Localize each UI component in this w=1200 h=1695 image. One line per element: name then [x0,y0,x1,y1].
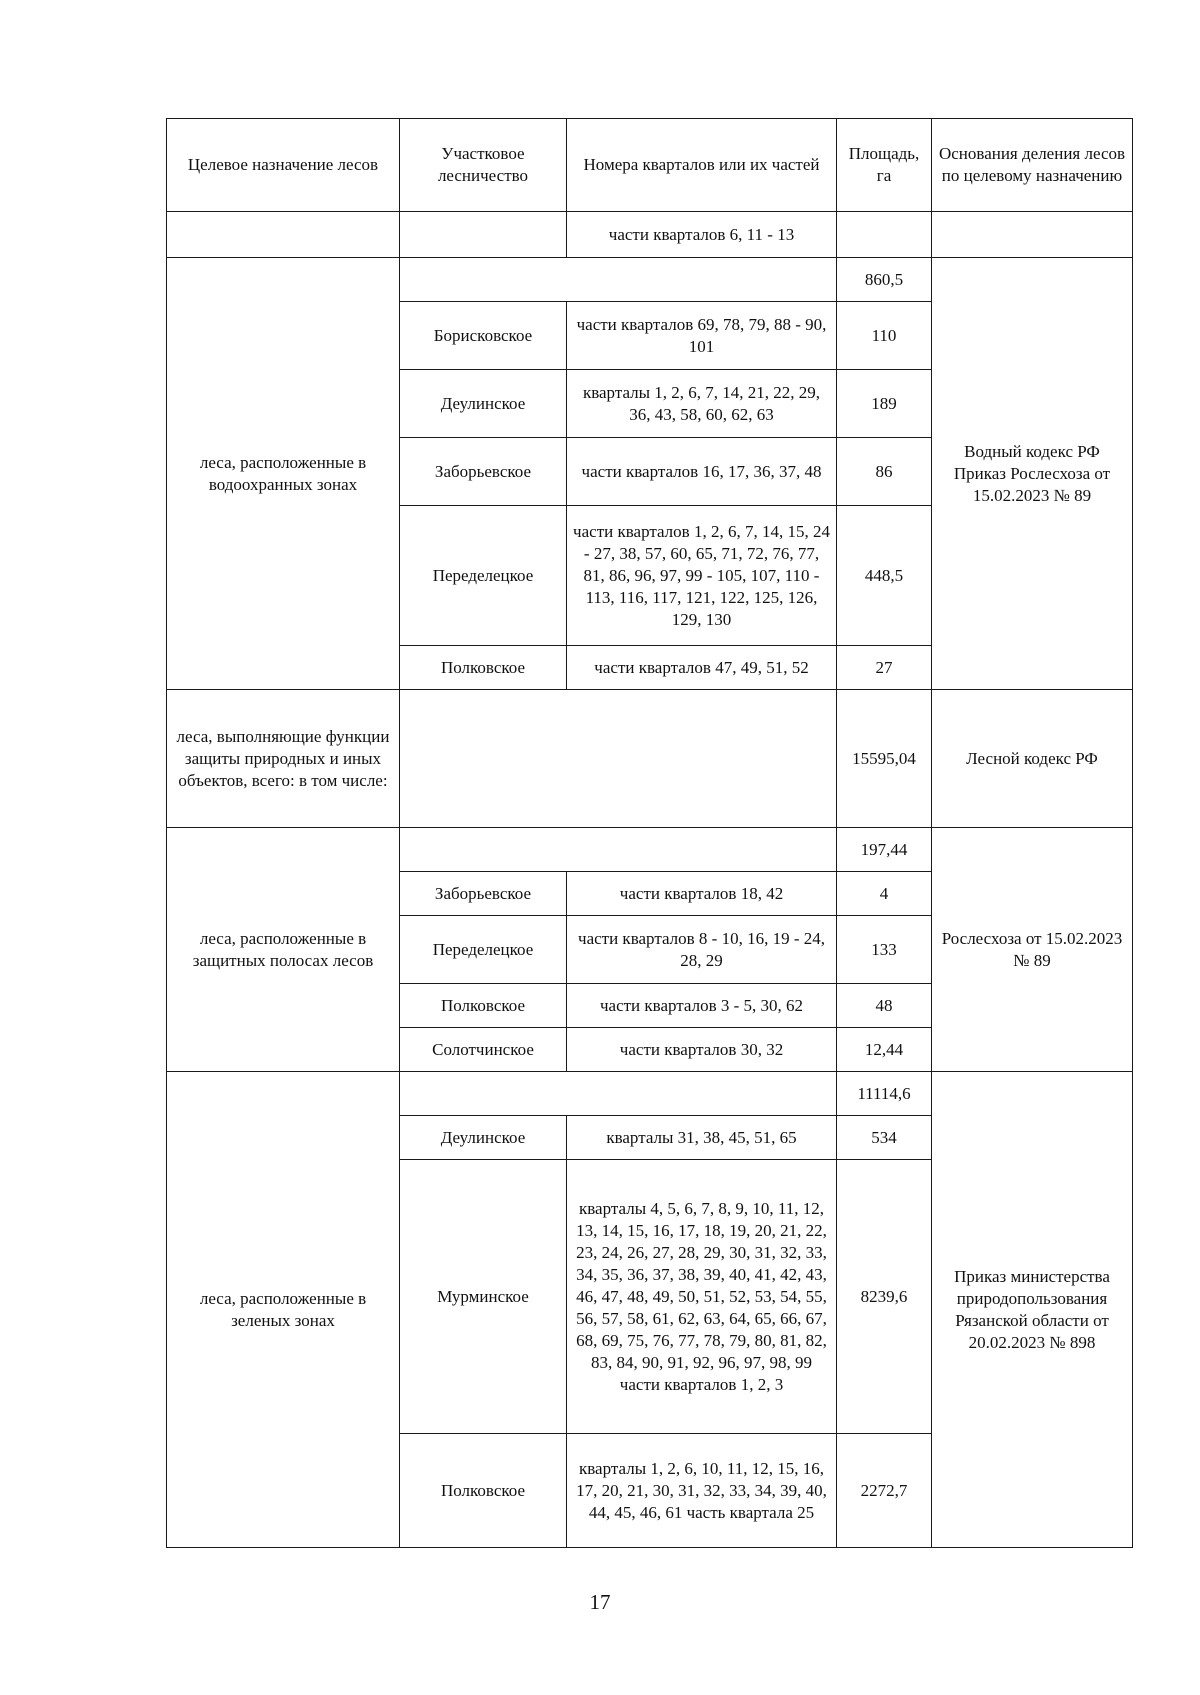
cell-purpose [167,212,400,258]
cell-area-total: 197,44 [837,828,932,872]
cell-area: 110 [837,302,932,370]
cell-quarters: части кварталов 1, 2, 6, 7, 14, 15, 24 - 27, 38, 57, 60, 65, 71, 72, 76, 77, 81, 86, 96, 97, 99 - 105, 107, 110 - 113, 116, 117, 121, 122, 125, 126, 129, 130 [567,506,837,646]
cell-blank [400,258,837,302]
page-number: 17 [589,1590,611,1614]
cell-quarters: части кварталов 30, 32 [567,1028,837,1072]
cell-area: 8239,6 [837,1160,932,1434]
cell-blank [400,828,837,872]
table-row [167,690,1133,828]
cell-purpose: леса, расположенные в зеленых зонах [167,1072,400,1548]
header-purpose: Целевое назначение лесов [167,119,400,212]
cell-quarters: части кварталов 8 - 10, 16, 19 - 24, 28, 29 [567,916,837,984]
cell-area-total: 15595,04 [837,690,932,828]
cell-forestry: Заборьевское [400,438,567,506]
cell-basis: Приказ министерства природопользования Рязанской области от 20.02.2023 № 898 [932,1072,1133,1548]
cell-quarters: части кварталов 6, 11 - 13 [567,212,837,258]
cell-area: 133 [837,916,932,984]
cell-forestry: Мурминское [400,1160,567,1434]
cell-area [837,212,932,258]
cell-area: 534 [837,1116,932,1160]
table-row [167,258,1133,302]
cell-forestry: Деулинское [400,370,567,438]
cell-quarters: кварталы 31, 38, 45, 51, 65 [567,1116,837,1160]
cell-quarters: кварталы 4, 5, 6, 7, 8, 9, 10, 11, 12, 13, 14, 15, 16, 17, 18, 19, 20, 21, 22, 23, 24, 26, 27, 28, 29, 30, 31, 32, 33, 34, 35, 36, 37, 38, 39, 40, 41, 42, 43, 46, 47, 48, 49, 50, 51, 52, 53, 54, 55, 56, 57, 58, 61, 62, 63, 64, 65, 66, 67, 68, 69, 75, 76, 77, 78, 79, 80, 81, 82, 83, 84, 90, 91, 92, 96, 97, 98, 99 части кварталов 1, 2, 3 [567,1160,837,1434]
header-basis: Основания деления лесов по целевому назначению [932,119,1133,212]
cell-forestry [400,212,567,258]
cell-forestry: Деулинское [400,1116,567,1160]
cell-quarters: части кварталов 16, 17, 36, 37, 48 [567,438,837,506]
cell-area: 2272,7 [837,1434,932,1548]
cell-quarters: части кварталов 69, 78, 79, 88 - 90, 101 [567,302,837,370]
cell-area: 448,5 [837,506,932,646]
cell-forestry: Переделецкое [400,916,567,984]
cell-quarters: кварталы 1, 2, 6, 7, 14, 21, 22, 29, 36, 43, 58, 60, 62, 63 [567,370,837,438]
cell-quarters: кварталы 1, 2, 6, 10, 11, 12, 15, 16, 17, 20, 21, 30, 31, 32, 33, 34, 39, 40, 44, 45, 46, 61 часть квартала 25 [567,1434,837,1548]
cell-area-total: 11114,6 [837,1072,932,1116]
cell-forestry: Заборьевское [400,872,567,916]
cell-basis: Лесной кодекс РФ [932,690,1133,828]
cell-purpose: леса, выполняющие функции защиты природных и иных объектов, всего: в том числе: [167,690,400,828]
cell-quarters: части кварталов 18, 42 [567,872,837,916]
cell-area: 189 [837,370,932,438]
header-quarters: Номера кварталов или их частей [567,119,837,212]
cell-blank [400,1072,837,1116]
cell-forestry: Солотчинское [400,1028,567,1072]
cell-forestry: Борисковское [400,302,567,370]
cell-basis [932,212,1133,258]
cell-blank [400,690,837,828]
cell-forestry: Переделецкое [400,506,567,646]
cell-area-total: 860,5 [837,258,932,302]
cell-quarters: части кварталов 3 - 5, 30, 62 [567,984,837,1028]
table-row [167,828,1133,872]
forest-purpose-table [166,118,1133,1548]
cell-forestry: Полковское [400,1434,567,1548]
cell-area: 27 [837,646,932,690]
header-forestry: Участковое лесничество [400,119,567,212]
cell-purpose: леса, расположенные в водоохранных зонах [167,258,400,690]
cell-forestry: Полковское [400,984,567,1028]
cell-basis: Водный кодекс РФ Приказ Рослесхоза от 15.02.2023 № 89 [932,258,1133,690]
cell-area: 86 [837,438,932,506]
cell-area: 12,44 [837,1028,932,1072]
table-header-row [167,119,1133,212]
cell-quarters: части кварталов 47, 49, 51, 52 [567,646,837,690]
table-row [167,1072,1133,1116]
cell-basis: Рослесхоза от 15.02.2023 № 89 [932,828,1133,1072]
table-row [167,212,1133,258]
cell-forestry: Полковское [400,646,567,690]
cell-area: 48 [837,984,932,1028]
cell-purpose: леса, расположенные в защитных полосах лесов [167,828,400,1072]
cell-area: 4 [837,872,932,916]
header-area: Площадь, га [837,119,932,212]
